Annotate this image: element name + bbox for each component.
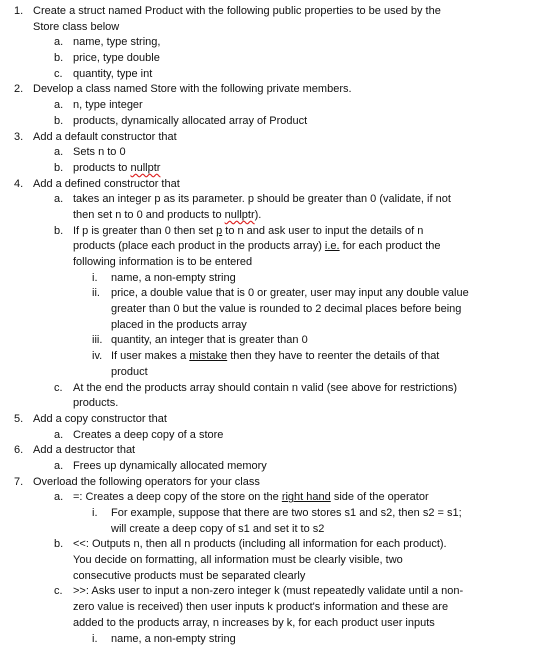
list-item: i. For example, suppose that there are two stores s1 and s2, then s2 = s1; — [92, 507, 462, 519]
list-item-continuation: following information is to be entered — [73, 256, 253, 268]
list-item: b. products to nullptr — [54, 161, 161, 174]
list-item: 3. Add a default constructor that — [14, 130, 177, 143]
list-item-continuation: greater than 0 but the value is rounded to 2 decimal places before being — [111, 303, 462, 316]
list-item: 6. Add a destructor that — [14, 444, 136, 457]
list-item: 4. Add a defined constructor that — [14, 177, 180, 190]
list-item: b. If p is greater than 0 then set p to n and ask user to input the details of n — [54, 224, 424, 237]
list-item: c. At the end the products array should contain n valid (see above for restrictions) — [54, 381, 457, 394]
list-item: c. quantity, type int — [54, 67, 153, 80]
document-body — [0, 4, 547, 647]
list-item: c. >>: Asks user to input a non-zero integer k (must repeatedly validate until a non- — [0, 584, 547, 600]
list-item-continuation: products (place each product in the products array) i.e. for each product the — [73, 240, 441, 253]
underlined-word: nullptr — [224, 208, 255, 221]
underlined-word: nullptr — [130, 161, 161, 174]
list-item: a. =: Creates a deep copy of the store on the right hand side of the operator — [54, 491, 429, 504]
list-item: a. Sets n to 0 — [54, 146, 126, 159]
list-item: a. Creates a deep copy of a store — [54, 428, 224, 441]
list-item-continuation: consecutive products must be separated clearly — [73, 569, 306, 582]
list-item-continuation: then set n to 0 and products to nullptr). — [73, 208, 262, 221]
list-item: b. price, type double — [54, 52, 160, 65]
list-item: a. takes an integer p as its parameter. p should be greater than 0 (validate, if not — [54, 193, 451, 206]
list-item-continuation: products. — [73, 397, 119, 410]
list-item-continuation: product — [111, 365, 148, 378]
list-item-continuation: Store class below — [33, 20, 120, 33]
list-item: 2. Develop a class named Store with the following private members. — [14, 83, 352, 96]
list-item: iii. quantity, an integer that is greater than 0 — [92, 334, 308, 347]
list-item: b. <<: Outputs n, then all n products (including all information for each product). — [54, 538, 447, 551]
underlined-word: right hand — [281, 491, 331, 504]
list-item: 1. Create a struct named Product with the following public properties to be used by the — [14, 5, 441, 17]
list-item-continuation: added to the products array, n increases by k, for each product user inputs — [73, 616, 435, 629]
underlined-word: i.e. — [324, 240, 340, 253]
list-item-continuation: placed in the products array — [111, 318, 247, 331]
list-item: i. name, a non-empty string — [92, 632, 236, 645]
list-item: iv. If user makes a mistake then they have to reenter the details of that — [92, 350, 440, 363]
list-item-continuation: zero value is received) then user inputs k product's information and these are — [73, 601, 449, 614]
list-item: b. products, dynamically allocated array of Product — [54, 114, 308, 127]
text-cursor-line[interactable]: >>: Asks user to input a non-zero integer k (must repeatedly validate until a non- — [73, 585, 464, 598]
list-item: a. n, type integer — [54, 99, 143, 112]
underlined-word: mistake — [189, 350, 228, 363]
list-item: i. name, a non-empty string — [92, 271, 236, 284]
list-item: 7. Overload the following operators for your class — [14, 475, 260, 488]
list-item-continuation: You decide on formatting, all information must be clearly visible, two — [73, 554, 403, 567]
list-item: a. name, type string, — [54, 36, 161, 49]
list-item: a. Frees up dynamically allocated memory — [54, 459, 267, 472]
list-item: 5. Add a copy constructor that — [14, 412, 167, 425]
list-item: ii. price, a double value that is 0 or greater, user may input any double value — [92, 287, 469, 300]
list-item-continuation: will create a deep copy of s1 and set it to s2 — [111, 522, 325, 535]
underlined-word: p — [216, 224, 223, 237]
